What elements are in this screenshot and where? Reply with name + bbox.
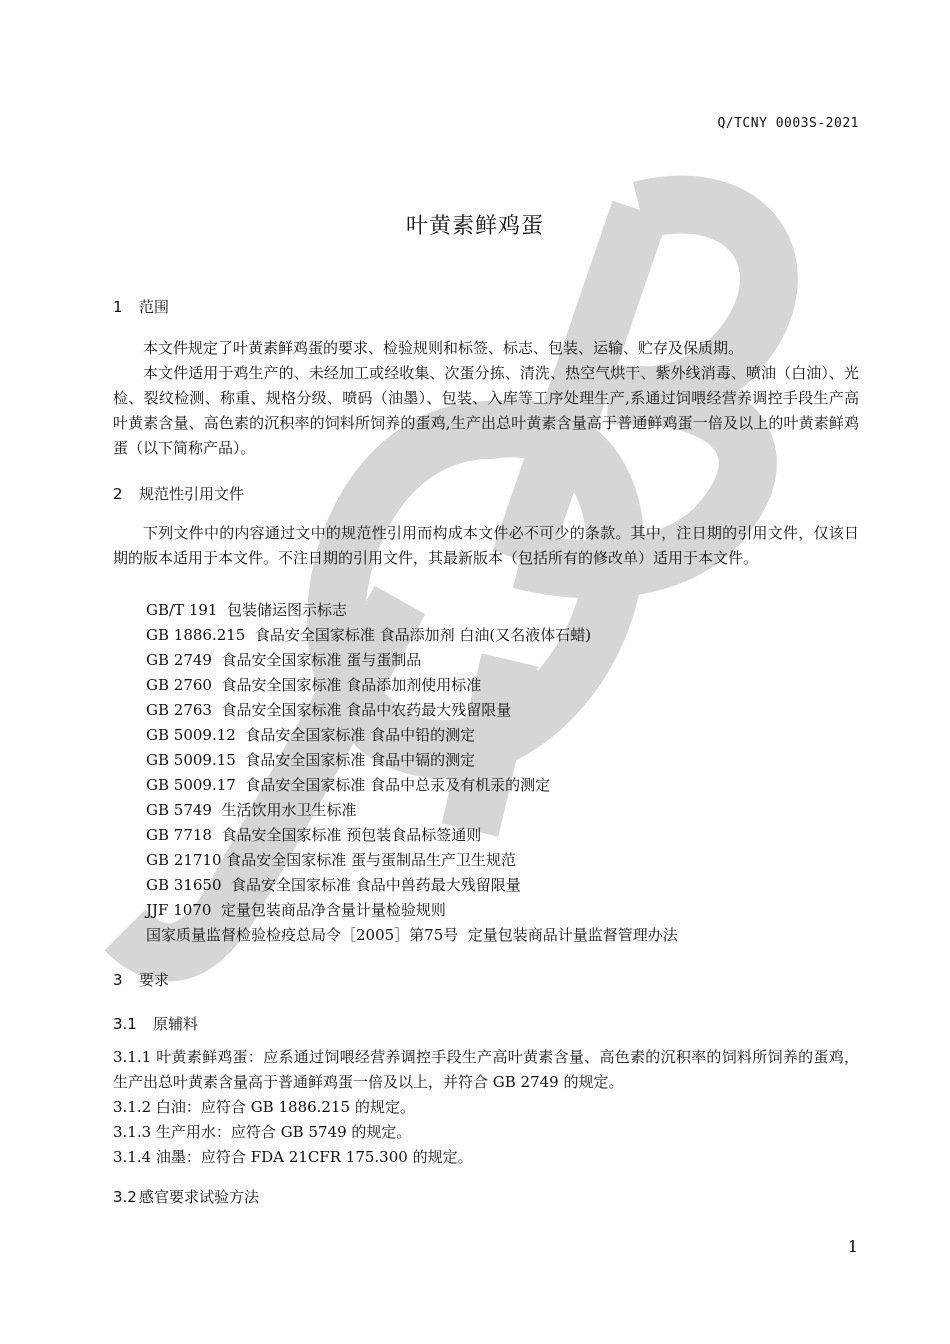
reference-item: GB/T 191 包装储运图示标志 xyxy=(146,601,347,619)
reference-item: GB 5009.17 食品安全国家标准 食品中总汞及有机汞的测定 xyxy=(146,776,551,794)
section-1-body xyxy=(113,336,859,461)
reference-item: GB 5009.12 食品安全国家标准 食品中铅的测定 xyxy=(146,726,476,744)
document-code: Q/TCNY 0003S-2021 xyxy=(717,116,859,131)
reference-item: GB 5009.15 食品安全国家标准 食品中镉的测定 xyxy=(146,751,476,769)
reference-item: JJF 1070 定量包装商品净含量计量检验规则 xyxy=(146,901,446,919)
reference-item: GB 2760 食品安全国家标准 食品添加剂使用标准 xyxy=(146,676,482,694)
section-1-heading xyxy=(113,296,169,317)
requirement-item: 3.1.1 叶黄素鲜鸡蛋：应系通过饲喂经营养调控手段生产高叶黄素含量、高色素的沉积率的饲料所饲养的蛋鸡，生产出总叶黄素含量高于普通鲜鸡蛋一倍及以上，并符合 GB 2749 的规定。 xyxy=(113,1048,859,1091)
section-number: 3.1 xyxy=(113,1015,137,1033)
section-3-2-heading xyxy=(113,1186,259,1207)
paragraph: 本文件规定了叶黄素鲜鸡蛋的要求、检验规则和标签、标志、包装、运输、贮存及保质期。 xyxy=(143,339,744,357)
requirement-item: 3.1.4 油墨：应符合 FDA 21CFR 175.300 的规定。 xyxy=(113,1148,473,1166)
paragraph: 下列文件中的内容通过文中的规范性引用而构成本文件必不可少的条款。其中，注日期的引用文件，仅该日期的版本适用于本文件。不注日期的引用文件，其最新版本（包括所有的修改单）适用于本文件。 xyxy=(113,524,859,567)
section-3-heading xyxy=(113,969,169,990)
requirement-item: 3.1.3 生产用水：应符合 GB 5749 的规定。 xyxy=(113,1123,412,1141)
section-number: 1 xyxy=(113,298,123,316)
section-3-1-items xyxy=(113,1045,859,1170)
page-number: 1 xyxy=(847,1237,858,1256)
section-title: 感官要求试验方法 xyxy=(139,1188,260,1206)
section-number: 3.2 xyxy=(113,1188,137,1206)
reference-item: GB 31650 食品安全国家标准 食品中兽药最大残留限量 xyxy=(146,876,521,894)
reference-item: GB 5749 生活饮用水卫生标准 xyxy=(146,801,357,819)
section-title: 规范性引用文件 xyxy=(139,485,245,503)
section-title: 原辅料 xyxy=(153,1015,199,1033)
section-number: 2 xyxy=(113,485,123,503)
reference-list xyxy=(146,598,678,948)
reference-item: GB 21710 食品安全国家标准 蛋与蛋制品生产卫生规范 xyxy=(146,851,517,869)
reference-item: GB 1886.215 食品安全国家标准 食品添加剂 白油(又名液体石蜡) xyxy=(146,626,592,644)
reference-item: GB 7718 食品安全国家标准 预包装食品标签通则 xyxy=(146,826,482,844)
reference-item: GB 2763 食品安全国家标准 食品中农药最大残留限量 xyxy=(146,701,512,719)
reference-item: GB 2749 食品安全国家标准 蛋与蛋制品 xyxy=(146,651,422,669)
paragraph: 本文件适用于鸡生产的、未经加工或经收集、次蛋分拣、清洗、热空气烘干、紫外线消毒、喷油（白油）、光检、裂纹检测、称重、规格分级、喷码（油墨）、包装、入库等工序处理生产,系通过饲喂经营养调控手段生产高叶黄素含量、高色素的沉积率的饲料所饲养的蛋鸡,生产出总叶黄素含量高于普通鲜鸡蛋一倍及以上的叶黄素鲜鸡蛋（以下简称产品）。 xyxy=(113,364,859,457)
reference-item: 国家质量监督检验检疫总局令［2005］第75号 定量包装商品计量监督管理办法 xyxy=(146,926,678,944)
section-number: 3 xyxy=(113,971,123,989)
requirement-item: 3.1.2 白油：应符合 GB 1886.215 的规定。 xyxy=(113,1098,415,1116)
section-title: 要求 xyxy=(139,971,170,989)
document-title: 叶黄素鲜鸡蛋 xyxy=(405,214,544,239)
section-2-heading xyxy=(113,483,244,504)
section-2-body xyxy=(113,521,859,571)
section-3-1-heading xyxy=(113,1013,198,1034)
section-title: 范围 xyxy=(139,298,170,316)
